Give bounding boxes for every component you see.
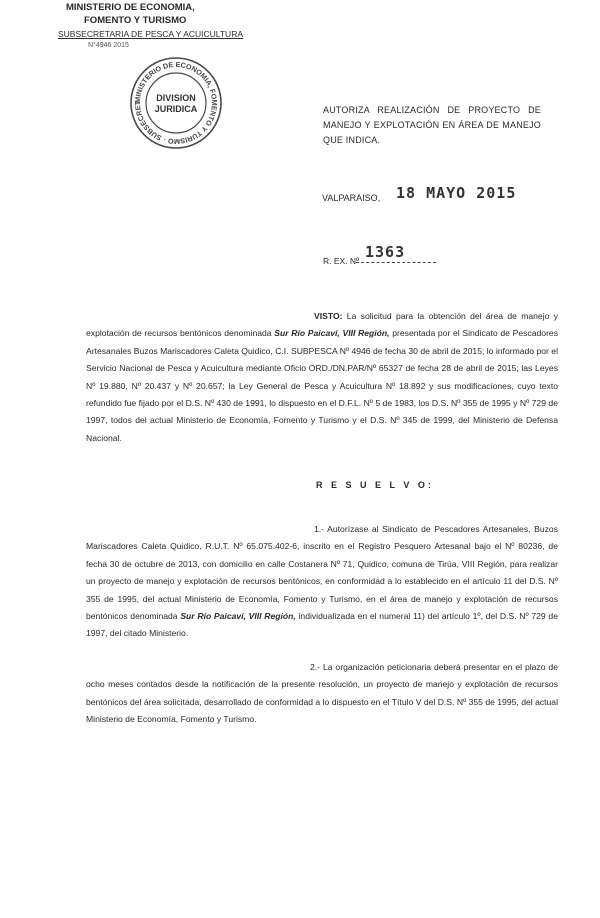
division-juridica-stamp — [128, 55, 224, 151]
rex-label: R. EX. Nº — [323, 256, 360, 266]
reference-code: N°4946 2015 — [88, 42, 129, 49]
ministry-name: MINISTERIO DE ECONOMIA, — [66, 2, 195, 13]
resolution-date: 18 MAYO 2015 — [396, 184, 517, 202]
visto-text-2: presentada por el Sindicato de Pescadores Artesanales Buzos Mariscadores Caleta Quidico, C.I. SUBPESCA Nº 4946 de fecha 30 de abril de 2015; lo informado por el Servicio Nacional de Pesca y Acuicultura mediante Oficio ORD./DN.PAR/Nº 65327 de fecha 28 de abril de 2015; las Leyes Nº 19.880, Nº 20.437 y Nº 20.657; la Ley General de Pesca y Acuicultura Nº 18.892 y sus modificaciones, cuyo texto refundido fue fijado por el D.S. Nº 430 de 1991, lo dispuesto en el D.F.L. Nº 5 de 1983, los D.S. Nº 355 de 1995 y Nº 729 de 1997, todos del actual Ministerio de Economía, Fomento y Turismo y el D.S. Nº 345 de 1999, del Ministerio de Defensa Nacional. — [86, 328, 559, 443]
resolution-summary: AUTORIZA REALIZACIÓN DE PROYECTO DE MANEJO Y EXPLOTACIÓN EN ÁREA DE MANEJO QUE INDICA. — [323, 105, 541, 145]
place-label: VALPARAISO, — [322, 193, 381, 203]
stamp-ring-text: MINISTERIO DE ECONOMIA, FOMENTO Y TURISMO · SUBSECRET — [132, 59, 220, 147]
subsecretaria-name: SUBSECRETARIA DE PESCA Y ACUICULTURA — [58, 29, 244, 39]
resuelvo-heading: R E S U E L V O: — [316, 480, 434, 490]
item-1-text-2: individualizada en el numeral 11) del artículo 1º, del D.S. Nº 729 de 1997, del citado Ministerio. — [86, 611, 558, 639]
stamp-seal — [128, 55, 224, 151]
stamp-center-line1: DIVISION — [156, 93, 196, 103]
rex-number: 1363 — [365, 243, 406, 261]
visto-lead: VISTO: — [314, 311, 343, 321]
visto-text-1: La solicitud para la obtención del área de manejo y explotación de recursos bentónicos denominada — [86, 311, 558, 339]
visto-paragraph — [86, 308, 558, 447]
stamp-center-line2: JURIDICA — [154, 104, 198, 114]
visto-area-name: Sur Río Paicaví, VIII Región, — [274, 328, 390, 339]
item-1-area-name: Sur Río Paicaví, VIII Región, — [180, 611, 296, 622]
item-2-text: 2.- La organización peticionaria deberá presentar en el plazo de ocho meses contados desde la notificación de la presente resolución, un proyecto de manejo y explotación de recursos bentónicos del área solicitada, desarrollado de conformidad a lo dispuesto en el Título V del D.S. Nº 355 de 1995, del actual Ministerio de Economía, Fomento y Turismo. — [86, 662, 558, 725]
ministry-name-2: FOMENTO Y TURISMO — [84, 15, 187, 26]
item-2-paragraph — [86, 659, 558, 729]
rex-underline — [356, 262, 436, 263]
item-1-text-1: 1.- Autorízase al Sindicato de Pescadores Artesanales, Buzos Mariscadores Caleta Quidico, R.U.T. Nº 65.075.402-6, inscrito en el Registro Pesquero Artesanal bajo el Nº 80236, de fecha 30 de octubre de 2013, con domicilio en calle Costanera Nº 71, Quidico, comuna de Tirúa, VIII Región, para realizar un proyecto de manejo y explotación de recursos bentónicos, en conformidad a lo establecido en el artículo 11 del D.S. Nº 355 de 1995, del actual Ministerio de Economía, Fomento y Turismo, en el área de manejo y explotación de recursos bentónicos denominada — [86, 524, 558, 622]
item-1-paragraph — [86, 521, 558, 643]
